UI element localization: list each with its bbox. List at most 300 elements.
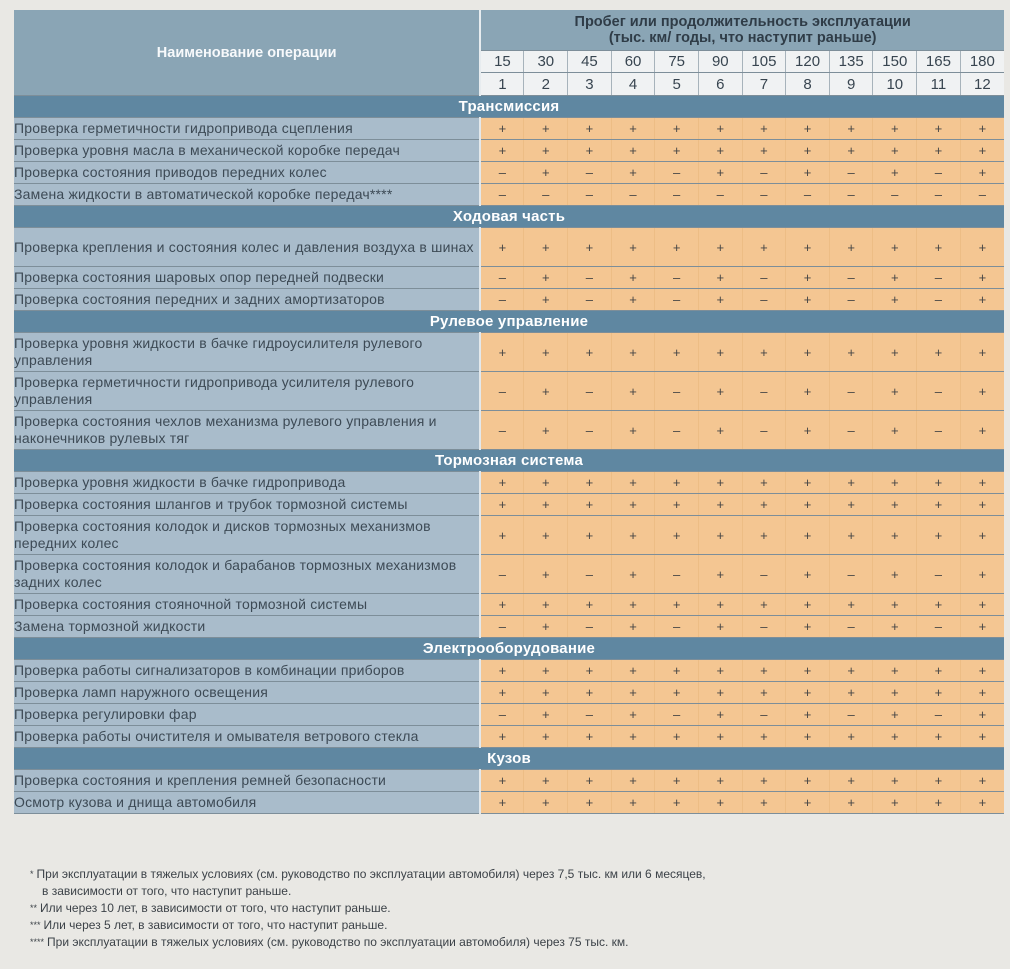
schedule-mark: +: [873, 555, 917, 594]
schedule-mark: +: [786, 682, 830, 704]
schedule-mark: –: [829, 411, 873, 450]
schedule-mark: +: [698, 555, 742, 594]
schedule-mark: +: [742, 792, 786, 814]
schedule-mark: +: [742, 594, 786, 616]
schedule-mark: +: [786, 289, 830, 311]
operation-name: Проверка герметичности гидропривода сцепления: [14, 118, 480, 140]
schedule-mark: +: [786, 140, 830, 162]
footnotes: [30, 866, 910, 951]
schedule-mark: +: [568, 792, 612, 814]
schedule-mark: –: [917, 555, 961, 594]
schedule-mark: +: [611, 228, 655, 267]
schedule-mark: +: [524, 372, 568, 411]
operation-name: Проверка состояния передних и задних амортизаторов: [14, 289, 480, 311]
schedule-mark: –: [829, 616, 873, 638]
schedule-mark: +: [960, 472, 1004, 494]
interval-index-cell: 7: [742, 73, 786, 96]
schedule-mark: +: [873, 770, 917, 792]
schedule-mark: +: [698, 682, 742, 704]
operation-name: Замена жидкости в автоматической коробке передач****: [14, 184, 480, 206]
footnote-text: Или через 10 лет, в зависимости от того, что наступит раньше.: [40, 901, 391, 915]
schedule-mark: +: [480, 682, 524, 704]
schedule-mark: +: [698, 726, 742, 748]
schedule-mark: +: [873, 289, 917, 311]
schedule-mark: +: [960, 770, 1004, 792]
schedule-mark: +: [655, 770, 699, 792]
footnote: [30, 934, 910, 951]
schedule-mark: +: [524, 140, 568, 162]
table-row: [14, 118, 1004, 140]
section-header-row: [14, 748, 1004, 770]
mileage-cell: 105: [742, 51, 786, 73]
schedule-mark: +: [742, 770, 786, 792]
schedule-mark: +: [611, 411, 655, 450]
schedule-mark: +: [568, 494, 612, 516]
schedule-mark: –: [568, 289, 612, 311]
schedule-mark: +: [786, 704, 830, 726]
schedule-mark: +: [480, 333, 524, 372]
schedule-mark: +: [917, 726, 961, 748]
schedule-mark: +: [611, 162, 655, 184]
schedule-mark: –: [568, 411, 612, 450]
schedule-mark: +: [960, 594, 1004, 616]
operation-name: Замена тормозной жидкости: [14, 616, 480, 638]
schedule-mark: –: [742, 162, 786, 184]
schedule-mark: +: [698, 267, 742, 289]
mileage-cell: 90: [698, 51, 742, 73]
operation-name: Проверка регулировки фар: [14, 704, 480, 726]
schedule-mark: +: [480, 140, 524, 162]
schedule-mark: +: [917, 472, 961, 494]
schedule-mark: +: [611, 118, 655, 140]
schedule-mark: +: [742, 228, 786, 267]
table-row: [14, 594, 1004, 616]
operation-name: Проверка уровня жидкости в бачке гидроусилителя рулевого управления: [14, 333, 480, 372]
schedule-mark: +: [742, 726, 786, 748]
schedule-mark: +: [655, 594, 699, 616]
footnote: [30, 917, 910, 934]
schedule-mark: +: [742, 472, 786, 494]
section-header-row: [14, 638, 1004, 660]
schedule-mark: +: [655, 118, 699, 140]
schedule-mark: +: [480, 726, 524, 748]
mileage-cell: 150: [873, 51, 917, 73]
schedule-mark: +: [524, 594, 568, 616]
schedule-mark: –: [655, 162, 699, 184]
schedule-mark: –: [917, 616, 961, 638]
schedule-mark: –: [917, 289, 961, 311]
schedule-mark: +: [917, 333, 961, 372]
mileage-header-line1: Пробег или продолжительность эксплуатации: [574, 14, 911, 30]
schedule-mark: –: [742, 555, 786, 594]
section-title: Рулевое управление: [14, 311, 1004, 333]
operation-name: Проверка работы очистителя и омывателя ветрового стекла: [14, 726, 480, 748]
schedule-mark: +: [742, 118, 786, 140]
schedule-mark: +: [786, 616, 830, 638]
schedule-mark: +: [698, 770, 742, 792]
schedule-mark: +: [960, 516, 1004, 555]
operation-name: Проверка состояния шлангов и трубок тормозной системы: [14, 494, 480, 516]
schedule-mark: +: [917, 770, 961, 792]
schedule-mark: +: [917, 682, 961, 704]
interval-index-cell: 1: [480, 73, 524, 96]
schedule-mark: +: [829, 118, 873, 140]
schedule-mark: +: [786, 267, 830, 289]
schedule-mark: –: [524, 184, 568, 206]
schedule-mark: +: [698, 616, 742, 638]
schedule-mark: +: [960, 140, 1004, 162]
table-row: [14, 333, 1004, 372]
schedule-mark: –: [786, 184, 830, 206]
operation-name: Проверка работы сигнализаторов в комбинации приборов: [14, 660, 480, 682]
operation-name: Проверка состояния чехлов механизма рулевого управления и наконечников рулевых тяг: [14, 411, 480, 450]
schedule-mark: +: [786, 594, 830, 616]
schedule-mark: –: [829, 555, 873, 594]
operation-name: Проверка состояния и крепления ремней безопасности: [14, 770, 480, 792]
schedule-mark: +: [829, 770, 873, 792]
schedule-mark: +: [960, 660, 1004, 682]
schedule-mark: +: [524, 704, 568, 726]
schedule-mark: +: [568, 770, 612, 792]
schedule-mark: +: [829, 333, 873, 372]
schedule-mark: +: [829, 660, 873, 682]
schedule-mark: +: [611, 267, 655, 289]
schedule-mark: –: [960, 184, 1004, 206]
schedule-mark: +: [917, 118, 961, 140]
schedule-mark: +: [568, 682, 612, 704]
schedule-mark: +: [524, 228, 568, 267]
schedule-mark: –: [568, 267, 612, 289]
schedule-mark: +: [698, 704, 742, 726]
section-title: Кузов: [14, 748, 1004, 770]
schedule-mark: –: [917, 411, 961, 450]
schedule-mark: +: [568, 118, 612, 140]
schedule-mark: –: [917, 704, 961, 726]
schedule-mark: +: [960, 411, 1004, 450]
schedule-mark: +: [568, 594, 612, 616]
schedule-mark: +: [480, 228, 524, 267]
table-row: [14, 162, 1004, 184]
schedule-mark: –: [480, 289, 524, 311]
schedule-mark: +: [742, 660, 786, 682]
interval-index-cell: 6: [698, 73, 742, 96]
schedule-mark: +: [960, 704, 1004, 726]
schedule-mark: +: [698, 792, 742, 814]
mileage-cell: 180: [960, 51, 1004, 73]
mileage-cell: 30: [524, 51, 568, 73]
schedule-mark: +: [742, 516, 786, 555]
schedule-mark: –: [568, 372, 612, 411]
operation-name: Проверка герметичности гидропривода усилителя рулевого управления: [14, 372, 480, 411]
schedule-mark: +: [786, 726, 830, 748]
schedule-mark: –: [829, 267, 873, 289]
schedule-mark: +: [568, 228, 612, 267]
schedule-mark: +: [960, 289, 1004, 311]
mileage-header-line2: (тыс. км/ годы, что наступит раньше): [608, 30, 877, 46]
table-row: [14, 616, 1004, 638]
schedule-mark: –: [742, 704, 786, 726]
schedule-mark: +: [786, 118, 830, 140]
table-row: [14, 516, 1004, 555]
footnote-mark: **: [30, 903, 38, 913]
schedule-mark: –: [829, 162, 873, 184]
schedule-mark: –: [917, 372, 961, 411]
schedule-mark: +: [480, 118, 524, 140]
schedule-mark: +: [611, 726, 655, 748]
footnote-mark: ****: [30, 937, 45, 947]
table-row: [14, 184, 1004, 206]
schedule-mark: +: [524, 516, 568, 555]
table-row: [14, 472, 1004, 494]
schedule-mark: +: [524, 726, 568, 748]
schedule-mark: +: [829, 726, 873, 748]
schedule-mark: +: [960, 682, 1004, 704]
table-row: [14, 411, 1004, 450]
schedule-mark: +: [524, 660, 568, 682]
schedule-mark: +: [829, 682, 873, 704]
schedule-mark: +: [524, 472, 568, 494]
table-row: [14, 726, 1004, 748]
section-header-row: [14, 311, 1004, 333]
schedule-mark: –: [742, 184, 786, 206]
schedule-mark: +: [742, 333, 786, 372]
schedule-mark: +: [742, 494, 786, 516]
schedule-mark: +: [655, 682, 699, 704]
footnote-continuation: в зависимости от того, что наступит раньше.: [42, 884, 292, 898]
schedule-mark: +: [524, 555, 568, 594]
footnote-mark: ***: [30, 920, 41, 930]
schedule-mark: –: [829, 289, 873, 311]
schedule-mark: +: [786, 162, 830, 184]
schedule-mark: +: [829, 792, 873, 814]
schedule-mark: +: [698, 118, 742, 140]
maintenance-table: [14, 10, 1004, 814]
table-row: [14, 372, 1004, 411]
schedule-mark: –: [480, 184, 524, 206]
schedule-mark: +: [960, 162, 1004, 184]
schedule-mark: +: [480, 792, 524, 814]
schedule-mark: +: [480, 494, 524, 516]
schedule-mark: +: [873, 118, 917, 140]
schedule-mark: +: [873, 516, 917, 555]
schedule-mark: +: [873, 228, 917, 267]
schedule-mark: –: [917, 267, 961, 289]
table-row: [14, 228, 1004, 267]
footnote-text: При эксплуатации в тяжелых условиях (см. руководство по эксплуатации автомобиля) через 75 тыс. км.: [47, 935, 629, 949]
schedule-mark: +: [524, 333, 568, 372]
schedule-mark: +: [568, 472, 612, 494]
schedule-mark: –: [480, 372, 524, 411]
schedule-mark: +: [960, 555, 1004, 594]
schedule-mark: +: [960, 333, 1004, 372]
schedule-mark: +: [611, 594, 655, 616]
schedule-mark: +: [611, 494, 655, 516]
operation-column-header: Наименование операции: [14, 10, 480, 96]
schedule-mark: –: [829, 704, 873, 726]
schedule-mark: +: [698, 516, 742, 555]
schedule-mark: –: [655, 289, 699, 311]
schedule-mark: +: [698, 289, 742, 311]
schedule-mark: +: [524, 162, 568, 184]
section-header-row: [14, 450, 1004, 472]
schedule-mark: +: [829, 228, 873, 267]
schedule-mark: +: [698, 228, 742, 267]
schedule-mark: –: [829, 372, 873, 411]
schedule-mark: –: [742, 372, 786, 411]
table-row: [14, 682, 1004, 704]
schedule-mark: +: [873, 594, 917, 616]
schedule-mark: +: [611, 516, 655, 555]
schedule-mark: +: [786, 516, 830, 555]
table-row: [14, 770, 1004, 792]
schedule-mark: –: [480, 162, 524, 184]
schedule-mark: –: [568, 704, 612, 726]
schedule-mark: +: [786, 555, 830, 594]
schedule-mark: +: [655, 660, 699, 682]
schedule-mark: +: [960, 118, 1004, 140]
interval-index-cell: 2: [524, 73, 568, 96]
operation-name: Проверка состояния шаровых опор передней подвески: [14, 267, 480, 289]
schedule-mark: +: [611, 704, 655, 726]
schedule-mark: +: [568, 140, 612, 162]
schedule-mark: –: [698, 184, 742, 206]
schedule-mark: –: [917, 162, 961, 184]
schedule-mark: +: [960, 726, 1004, 748]
footnote-mark: *: [30, 869, 34, 879]
schedule-mark: +: [873, 162, 917, 184]
schedule-mark: +: [917, 594, 961, 616]
footnote-text: Или через 5 лет, в зависимости от того, что наступит раньше.: [43, 918, 388, 932]
schedule-mark: +: [524, 411, 568, 450]
schedule-mark: –: [568, 184, 612, 206]
table-row: [14, 289, 1004, 311]
schedule-mark: +: [873, 411, 917, 450]
schedule-mark: –: [655, 555, 699, 594]
operation-name: Проверка уровня масла в механической коробке передач: [14, 140, 480, 162]
schedule-mark: +: [829, 494, 873, 516]
schedule-mark: –: [742, 616, 786, 638]
mileage-cell: 120: [786, 51, 830, 73]
schedule-mark: +: [698, 411, 742, 450]
schedule-mark: –: [480, 267, 524, 289]
interval-index-cell: 3: [568, 73, 612, 96]
schedule-mark: +: [873, 704, 917, 726]
schedule-mark: –: [742, 267, 786, 289]
schedule-mark: +: [568, 333, 612, 372]
schedule-mark: +: [524, 792, 568, 814]
mileage-cell: 45: [568, 51, 612, 73]
schedule-mark: +: [524, 289, 568, 311]
schedule-mark: +: [786, 472, 830, 494]
section-title: Трансмиссия: [14, 96, 1004, 118]
schedule-mark: +: [873, 792, 917, 814]
schedule-mark: +: [698, 594, 742, 616]
schedule-mark: –: [829, 184, 873, 206]
interval-index-cell: 5: [655, 73, 699, 96]
schedule-mark: +: [611, 472, 655, 494]
schedule-mark: +: [873, 660, 917, 682]
schedule-mark: +: [873, 726, 917, 748]
schedule-mark: +: [960, 792, 1004, 814]
schedule-mark: –: [480, 616, 524, 638]
footnote-text: При эксплуатации в тяжелых условиях (см. руководство по эксплуатации автомобиля) через 7,5 тыс. км или 6 месяцев,: [36, 867, 706, 881]
table-row: [14, 555, 1004, 594]
schedule-mark: +: [611, 616, 655, 638]
schedule-mark: +: [873, 682, 917, 704]
operation-name: Проверка состояния колодок и дисков тормозных механизмов передних колес: [14, 516, 480, 555]
schedule-mark: +: [480, 516, 524, 555]
schedule-mark: +: [917, 494, 961, 516]
schedule-mark: –: [611, 184, 655, 206]
interval-index-cell: 4: [611, 73, 655, 96]
schedule-mark: +: [524, 770, 568, 792]
schedule-mark: +: [524, 494, 568, 516]
schedule-mark: +: [698, 333, 742, 372]
schedule-mark: –: [742, 411, 786, 450]
schedule-mark: +: [786, 333, 830, 372]
mileage-cell: 165: [917, 51, 961, 73]
schedule-mark: +: [655, 333, 699, 372]
schedule-mark: +: [655, 516, 699, 555]
schedule-mark: +: [829, 472, 873, 494]
interval-index-cell: 10: [873, 73, 917, 96]
interval-index-cell: 9: [829, 73, 873, 96]
schedule-mark: –: [742, 289, 786, 311]
schedule-mark: +: [742, 140, 786, 162]
schedule-mark: +: [698, 372, 742, 411]
schedule-mark: +: [611, 660, 655, 682]
schedule-mark: +: [655, 494, 699, 516]
schedule-mark: –: [480, 555, 524, 594]
schedule-mark: –: [568, 555, 612, 594]
schedule-mark: +: [698, 162, 742, 184]
schedule-mark: +: [960, 228, 1004, 267]
schedule-mark: +: [873, 267, 917, 289]
maintenance-schedule: [14, 10, 1004, 814]
schedule-mark: +: [568, 516, 612, 555]
schedule-mark: +: [655, 472, 699, 494]
schedule-mark: +: [742, 682, 786, 704]
footnote: [30, 900, 910, 917]
schedule-mark: +: [960, 267, 1004, 289]
footnote: [30, 866, 910, 883]
mileage-cell: 15: [480, 51, 524, 73]
section-title: Ходовая часть: [14, 206, 1004, 228]
schedule-mark: –: [568, 616, 612, 638]
schedule-mark: +: [917, 228, 961, 267]
schedule-mark: +: [611, 140, 655, 162]
operation-name: Проверка состояния стояночной тормозной системы: [14, 594, 480, 616]
interval-index-cell: 8: [786, 73, 830, 96]
schedule-mark: +: [611, 682, 655, 704]
schedule-mark: +: [960, 616, 1004, 638]
schedule-mark: –: [655, 616, 699, 638]
schedule-mark: +: [786, 660, 830, 682]
section-title: Электрооборудование: [14, 638, 1004, 660]
schedule-mark: –: [655, 411, 699, 450]
schedule-mark: –: [480, 704, 524, 726]
schedule-mark: +: [480, 472, 524, 494]
interval-index-cell: 12: [960, 73, 1004, 96]
schedule-mark: –: [917, 184, 961, 206]
schedule-mark: +: [873, 140, 917, 162]
schedule-mark: +: [611, 289, 655, 311]
schedule-mark: +: [829, 594, 873, 616]
interval-index-cell: 11: [917, 73, 961, 96]
mileage-cell: 60: [611, 51, 655, 73]
operation-name: Проверка состояния колодок и барабанов тормозных механизмов задних колес: [14, 555, 480, 594]
schedule-mark: –: [873, 184, 917, 206]
